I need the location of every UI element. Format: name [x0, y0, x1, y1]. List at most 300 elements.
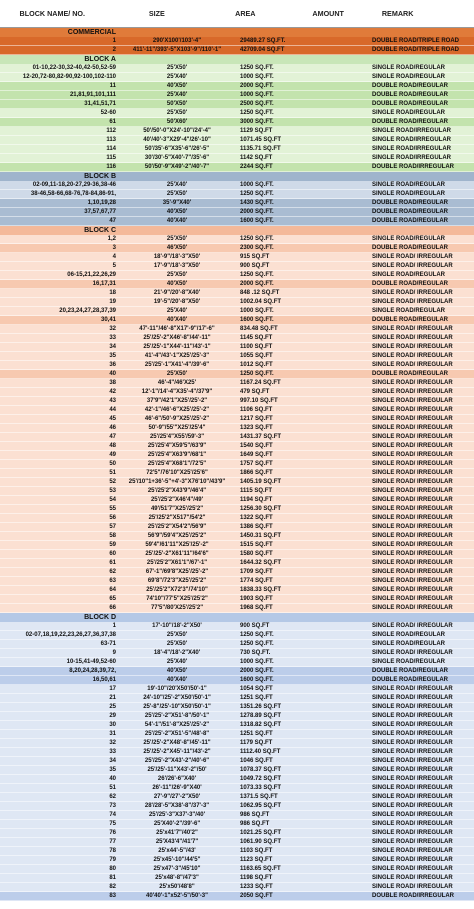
cell-block: 80: [109, 866, 116, 872]
cell-block: 45: [109, 416, 116, 422]
cell-area: 2000 SQ.FT.: [240, 668, 274, 674]
cell-amount: [312, 775, 370, 783]
cell-area: 1600 SQ.FT.: [240, 677, 274, 683]
cell-amount: [312, 163, 370, 171]
cell-block: 114: [106, 146, 116, 152]
table-row: [0, 478, 474, 487]
cell-block: 116: [106, 164, 116, 170]
cell-remark: DOUBLE ROAD/REGULAR: [372, 83, 448, 89]
cell-area: 1233 SQ.FT: [240, 884, 273, 890]
cell-size: 40'X50': [166, 281, 188, 287]
cell-remark: SINGLE ROAD/ IRREGULAR: [372, 857, 453, 863]
table-row: [0, 181, 474, 190]
cell-size: 46'X50': [166, 245, 188, 251]
table-row: [0, 271, 474, 280]
cell-remark: SINGLE ROAD/ IRREGULAR: [372, 506, 453, 512]
cell-area: 1386 SQ.FT: [240, 524, 273, 530]
cell-area: 1838.33 SQ.FT: [240, 587, 282, 593]
cell-remark: DOUBLE ROAD/IRREGULAR: [372, 164, 454, 170]
table-row: [0, 856, 474, 865]
cell-block: 40: [109, 371, 116, 377]
cell-remark: SINGLE ROAD/ IRREGULAR: [372, 524, 453, 530]
cell-remark: SINGLE ROAD/ IRREGULAR: [372, 839, 453, 845]
cell-size: 25'/25'2"X72'3"/74'10": [146, 587, 208, 593]
cell-block: 1: [112, 38, 116, 44]
cell-block: 50: [109, 461, 116, 467]
table-row: [0, 757, 474, 766]
table-row: [0, 667, 474, 676]
cell-amount: [312, 865, 370, 873]
table-row: [0, 361, 474, 370]
cell-block: 1: [112, 623, 116, 629]
cell-block: 34: [109, 344, 116, 350]
table-row: [0, 406, 474, 415]
cell-size: 18'-4"/18'-2"X40': [153, 650, 201, 656]
section-heading: [0, 172, 474, 181]
table-row: [0, 505, 474, 514]
cell-remark: SINGLE ROAD/ IRREGULAR: [372, 749, 453, 755]
cell-area: 900 SQ.FT: [240, 263, 270, 269]
cell-area: 1167.24 SQ.FT: [240, 380, 281, 386]
cell-remark: SINGLE ROAD/ IRREGULAR: [372, 335, 453, 341]
cell-size: 25'/25'-11"X43'-2"/50': [147, 767, 207, 773]
cell-amount: [312, 82, 370, 90]
cell-area: 1112.40 SQ.FT: [240, 749, 281, 755]
cell-size: 40'X50': [166, 83, 188, 89]
table-body: [0, 28, 474, 901]
cell-area: 1250 SQ.FT.: [240, 65, 274, 71]
cell-remark: DOUBLE ROAD/REGULAR: [372, 281, 448, 287]
cell-amount: [312, 424, 370, 432]
cell-area: 1644.32 SQ.FT: [240, 560, 282, 566]
cell-remark: DOUBLE ROAD/REGULAR: [372, 92, 448, 98]
table-row: [0, 253, 474, 262]
cell-amount: [312, 874, 370, 882]
table-row: [0, 874, 474, 883]
cell-remark: SINGLE ROAD/ IRREGULAR: [372, 731, 453, 737]
table-row: [0, 811, 474, 820]
cell-size: 25'/25'-2"X51'-5"/48'-8": [144, 731, 210, 737]
cell-size: 25'x50'/48'8": [159, 884, 195, 890]
cell-size: 25'X50': [166, 65, 188, 71]
table-row: [0, 514, 474, 523]
cell-block: 10-15,41-49,52-60: [66, 659, 116, 665]
cell-amount: [312, 811, 370, 819]
table-row: [0, 127, 474, 136]
cell-size: 25'/25'2"X61'1"/67'-1": [146, 560, 208, 566]
header-amount: AMOUNT: [312, 9, 344, 18]
table-row: [0, 595, 474, 604]
cell-block: 40: [109, 776, 116, 782]
table-row: [0, 883, 474, 892]
table-row: [0, 820, 474, 829]
cell-remark: SINGLE ROAD/REGULAR: [372, 641, 446, 647]
table-row: [0, 82, 474, 91]
cell-size: 40'X40': [166, 677, 188, 683]
cell-amount: [312, 757, 370, 765]
cell-remark: SINGLE ROAD/ IRREGULAR: [372, 434, 453, 440]
cell-block: 8,20,24,28,39,72,: [69, 668, 116, 674]
cell-remark: SINGLE ROAD/ IRREGULAR: [372, 452, 453, 458]
table-row: [0, 154, 474, 163]
table-row: [0, 415, 474, 424]
cell-block: 54: [109, 497, 116, 503]
cell-block: 38: [109, 380, 116, 386]
cell-amount: [312, 370, 370, 378]
cell-size: 25'X43'4"/41'7": [155, 839, 199, 845]
cell-area: 1000 SQ.FT.: [240, 74, 274, 80]
cell-size: 25'X50': [166, 272, 188, 278]
cell-size: 25'X50': [166, 191, 188, 197]
cell-remark: DOUBLE ROAD/TRIPLE ROAD: [372, 38, 459, 44]
cell-remark: SINGLE ROAD/ IRREGULAR: [372, 776, 453, 782]
cell-area: 1135.71 SQ.FT: [240, 146, 281, 152]
cell-remark: SINGLE ROAD/ IRREGULAR: [372, 515, 453, 521]
cell-amount: [312, 739, 370, 747]
cell-area: 42709.04 SQ.FT: [240, 47, 285, 53]
cell-block: 44: [109, 407, 116, 413]
cell-block: 46: [109, 425, 116, 431]
cell-area: 730 SQ.FT.: [240, 650, 271, 656]
table-row: [0, 469, 474, 478]
cell-amount: [312, 820, 370, 828]
cell-area: 1000 SQ.FT.: [240, 308, 274, 314]
cell-amount: [312, 397, 370, 405]
cell-area: 1198 SQ.FT: [240, 875, 273, 881]
cell-remark: SINGLE ROAD/ IRREGULAR: [372, 461, 453, 467]
cell-size: 25'/25'-2"X43'-2"/40'-6": [144, 758, 210, 764]
section-heading: [0, 226, 474, 235]
cell-block: 19: [109, 299, 116, 305]
cell-size: 25'/25'2"X54'2"/56'9": [147, 524, 207, 530]
cell-block: 81: [109, 875, 116, 881]
section-title: BLOCK D: [84, 614, 116, 621]
cell-block: 51: [109, 785, 116, 791]
table-row: [0, 280, 474, 289]
cell-size: 47'-11"/46'-8"X17'-9"/17'-6": [139, 326, 215, 332]
cell-area: 1142 SQ.FT: [240, 155, 273, 161]
cell-size: 25'/25'4"X68'1"/72'5": [147, 461, 207, 467]
cell-block: 61: [109, 560, 116, 566]
cell-block: 33: [109, 335, 116, 341]
cell-area: 1250 SQ.FT.: [240, 641, 274, 647]
cell-remark: SINGLE ROAD/ IRREGULAR: [372, 533, 453, 539]
cell-amount: [312, 379, 370, 387]
cell-remark: SINGLE ROAD/REGULAR: [372, 632, 446, 638]
cell-size: 17'-10"/18'-2"X50': [152, 623, 202, 629]
table-row: [0, 712, 474, 721]
cell-amount: [312, 451, 370, 459]
cell-size: 56'9"/59'4"X25'/25'2": [147, 533, 207, 539]
cell-remark: SINGLE ROAD/IRREGULAR: [372, 146, 452, 152]
cell-size: 27'-9"/27'-2"X50': [153, 794, 201, 800]
cell-remark: SINGLE ROAD/ IRREGULAR: [372, 263, 453, 269]
cell-remark: SINGLE ROAD/ IRREGULAR: [372, 722, 453, 728]
cell-amount: [312, 550, 370, 558]
cell-area: 900 SQ.FT: [240, 623, 270, 629]
cell-area: 1351.26 SQ.FT: [240, 704, 282, 710]
cell-remark: SINGLE ROAD/ IRREGULAR: [372, 803, 453, 809]
table-row: [0, 145, 474, 154]
cell-remark: SINGLE ROAD/REGULAR: [372, 191, 446, 197]
cell-area: 1251 SQ.FT: [240, 695, 273, 701]
cell-amount: [312, 676, 370, 684]
cell-size: 25'X50': [166, 641, 188, 647]
table-row: [0, 748, 474, 757]
cell-block: 59: [109, 542, 116, 548]
cell-area: 1251 SQ.FT: [240, 731, 273, 737]
cell-remark: SINGLE ROAD/ IRREGULAR: [372, 380, 453, 386]
cell-remark: SINGLE ROAD/ IRREGULAR: [372, 398, 453, 404]
cell-area: 1250 SQ.FT.: [240, 110, 274, 116]
cell-area: 1250 SQ.FT.: [240, 191, 274, 197]
table-row: [0, 163, 474, 172]
cell-block: 11: [109, 83, 116, 89]
cell-amount: [312, 235, 370, 243]
cell-remark: DOUBLE ROAD/REGULAR: [372, 200, 448, 206]
cell-block: 112: [106, 128, 116, 134]
cell-block: 3: [112, 245, 116, 251]
cell-amount: [312, 352, 370, 360]
cell-block: 30,41: [100, 317, 116, 323]
cell-size: 74'10"/77'5"X25'/25'2": [146, 596, 208, 602]
cell-amount: [312, 37, 370, 45]
cell-size: 54'-1"/51'-8"X25'/25'-2": [144, 722, 210, 728]
cell-remark: SINGLE ROAD/ IRREGULAR: [372, 407, 453, 413]
cell-amount: [312, 307, 370, 315]
cell-amount: [312, 460, 370, 468]
cell-remark: DOUBLE ROAD/REGULAR: [372, 101, 448, 107]
cell-area: 1515 SQ.FT: [240, 542, 273, 548]
cell-block: 79: [109, 857, 116, 863]
cell-amount: [312, 271, 370, 279]
cell-size: 25'/25'4"X55'/59'-3": [149, 434, 205, 440]
cell-remark: SINGLE ROAD/ IRREGULAR: [372, 488, 453, 494]
cell-block: 33: [109, 749, 116, 755]
table-row: [0, 838, 474, 847]
cell-size: 26'-11"/26'-9"X40': [152, 785, 202, 791]
cell-amount: [312, 856, 370, 864]
cell-amount: [312, 136, 370, 144]
cell-block: 47: [109, 434, 116, 440]
cell-amount: [312, 208, 370, 216]
cell-size: 40'X40': [166, 317, 188, 323]
cell-size: 25'/25'2"X517"/54'2": [148, 515, 206, 521]
cell-size: 59'4"/61'11"X25'/25'-2": [145, 542, 209, 548]
cell-size: 25'/25'2"X43'9"/46'4": [147, 488, 207, 494]
cell-size: 24'-10"/25'-2"X50'/50'-1": [143, 695, 211, 701]
cell-size: 26'/26'-6"X40': [157, 776, 197, 782]
cell-block: 02-09,11-18,20-27,29-36,38-46: [32, 182, 116, 188]
cell-block: 4: [112, 254, 116, 260]
cell-area: 1600 SQ.FT.: [240, 317, 274, 323]
cell-block: 51: [109, 470, 116, 476]
cell-block: 20,23,24,27,28,37,39: [59, 308, 116, 314]
header-remark: REMARK: [381, 9, 414, 18]
cell-amount: [312, 631, 370, 639]
cell-remark: SINGLE ROAD/ IRREGULAR: [372, 704, 453, 710]
cell-amount: [312, 847, 370, 855]
cell-amount: [312, 100, 370, 108]
section-heading: [0, 28, 474, 37]
cell-amount: [312, 685, 370, 693]
table-row: [0, 100, 474, 109]
cell-block: 76: [109, 830, 116, 836]
cell-remark: DOUBLE ROAD/TRIPLE ROAD: [372, 47, 459, 53]
table-row: [0, 568, 474, 577]
table-row: [0, 829, 474, 838]
cell-block: 31: [109, 731, 116, 737]
cell-block: 65: [109, 596, 116, 602]
cell-remark: DOUBLE ROAD/REGULAR: [372, 209, 448, 215]
cell-size: 25'/25'-2"X45'-11"/43'-2": [143, 749, 211, 755]
cell-area: 986 SQ.FT: [240, 821, 270, 827]
cell-area: 1049.72 SQ.FT: [240, 776, 282, 782]
table-row: [0, 586, 474, 595]
cell-amount: [312, 523, 370, 531]
cell-area: 986 SQ.FT: [240, 812, 270, 818]
cell-size: 28'/28'-5"X38'-8"/37'-3": [144, 803, 210, 809]
cell-block: 16,17,31: [92, 281, 116, 287]
section-heading: [0, 55, 474, 64]
table-row: [0, 199, 474, 208]
cell-area: 1903 SQ.FT: [240, 596, 273, 602]
cell-remark: SINGLE ROAD/ IRREGULAR: [372, 884, 453, 890]
cell-size: 411'-11"/393'-5"X103'-9"/110'-1": [132, 47, 222, 53]
cell-block: 17: [109, 686, 116, 692]
cell-size: 46'-6"/50'-9"X25'/25'-2": [144, 416, 210, 422]
cell-amount: [312, 703, 370, 711]
cell-remark: SINGLE ROAD/ IRREGULAR: [372, 254, 453, 260]
table-row: [0, 559, 474, 568]
cell-area: 1405.19 SQ.FT: [240, 479, 282, 485]
cell-remark: SINGLE ROAD/ IRREGULAR: [372, 821, 453, 827]
cell-amount: [312, 883, 370, 891]
cell-size: 40'X50': [166, 209, 188, 215]
cell-area: 1774 SQ.FT: [240, 578, 273, 584]
cell-amount: [312, 406, 370, 414]
cell-size: 25'x48'-8"/47'3": [155, 875, 199, 881]
cell-area: 3000 SQ.FT.: [240, 119, 274, 125]
cell-remark: SINGLE ROAD/ IRREGULAR: [372, 785, 453, 791]
table-row: [0, 622, 474, 631]
cell-remark: SINGLE ROAD/ IRREGULAR: [372, 362, 453, 368]
cell-block: 73: [109, 803, 116, 809]
cell-area: 1103 SQ.FT: [240, 848, 273, 854]
cell-block: 12-20,72-80,82-90,92-100,102-110: [22, 74, 116, 80]
cell-block: 35: [109, 767, 116, 773]
cell-amount: [312, 532, 370, 540]
cell-area: 1129 SQ.FT: [240, 128, 273, 134]
cell-amount: [312, 784, 370, 792]
cell-amount: [312, 667, 370, 675]
cell-remark: SINGLE ROAD/ IRREGULAR: [372, 758, 453, 764]
cell-block: 38-46,58-66,68-76,78-84,86-91,: [30, 191, 116, 197]
cell-amount: [312, 496, 370, 504]
cell-size: 50'/50'-9"X49'-2"/40'-7": [144, 164, 210, 170]
cell-area: 1278.89 SQ.FT: [240, 713, 282, 719]
cell-size: 25'/25'-3"X37'-3"/40': [148, 812, 206, 818]
table-row: [0, 631, 474, 640]
cell-area: 1002.04 SQ.FT: [240, 299, 282, 305]
cell-amount: [312, 109, 370, 117]
cell-block: 77: [109, 839, 116, 845]
table-row: [0, 739, 474, 748]
cell-remark: SINGLE ROAD/ IRREGULAR: [372, 551, 453, 557]
cell-block: 52-60: [100, 110, 116, 116]
table-row: [0, 289, 474, 298]
cell-size: 12'-1"/14'-4"X35'-4"/37'9": [141, 389, 213, 395]
cell-size: 25'X40': [166, 74, 188, 80]
cell-size: 25'/25'-2"X51'-8"/50'-1": [144, 713, 210, 719]
table-row: [0, 766, 474, 775]
cell-block: 47: [109, 218, 116, 224]
table-row: [0, 379, 474, 388]
cell-area: 1866 SQ.FT: [240, 470, 273, 476]
cell-size: 42'-1"/46'-6"X25'/25'-2": [144, 407, 210, 413]
cell-block: 35: [109, 353, 116, 359]
cell-remark: SINGLE ROAD/ IRREGULAR: [372, 866, 453, 872]
cell-area: 2050 SQ.FT: [240, 893, 273, 899]
section-title: COMMERCIAL: [67, 29, 116, 36]
header-size: SIZE: [148, 9, 165, 18]
cell-block: 2: [112, 47, 116, 53]
cell-remark: SINGLE ROAD/IRREGULAR: [372, 137, 452, 143]
cell-amount: [312, 46, 370, 54]
table-row: [0, 802, 474, 811]
cell-size: 40'X40': [166, 218, 188, 224]
table-row: [0, 784, 474, 793]
cell-size: 25'/10"1+36'-5"+4'-3"X76'10"/43'9": [128, 479, 226, 485]
cell-remark: SINGLE ROAD/ IRREGULAR: [372, 425, 453, 431]
cell-area: 1000 SQ.FT.: [240, 659, 274, 665]
table-row: [0, 532, 474, 541]
cell-area: 1540 SQ.FT: [240, 443, 273, 449]
cell-area: 1055 SQ.FT: [240, 353, 273, 359]
cell-area: 1115 SQ.FT: [240, 488, 273, 494]
cell-remark: SINGLE ROAD/ IRREGULAR: [372, 794, 453, 800]
cell-block: 36: [109, 362, 116, 368]
cell-amount: [312, 622, 370, 630]
cell-size: 25'X50': [166, 110, 188, 116]
cell-area: 1580 SQ.FT: [240, 551, 273, 557]
cell-area: 1318.82 SQ.FT: [240, 722, 282, 728]
cell-area: 1431.37 SQ.FT: [240, 434, 282, 440]
cell-size: 25'/25'-2"X61'11"/64'6": [145, 551, 209, 557]
cell-area: 2244 SQ.FT: [240, 164, 273, 170]
cell-remark: SINGLE ROAD/ IRREGULAR: [372, 596, 453, 602]
cell-remark: DOUBLE ROAD/REGULAR: [372, 218, 448, 224]
table-row: [0, 577, 474, 586]
cell-remark: SINGLE ROAD/ IRREGULAR: [372, 587, 453, 593]
cell-area: 1430 SQ.FT.: [240, 200, 274, 206]
cell-block: 75: [109, 821, 116, 827]
cell-amount: [312, 262, 370, 270]
cell-amount: [312, 91, 370, 99]
cell-amount: [312, 604, 370, 612]
cell-remark: DOUBLE ROAD/REGULAR: [372, 677, 448, 683]
cell-amount: [312, 658, 370, 666]
table-row: [0, 352, 474, 361]
cell-area: 1000 SQ.FT.: [240, 92, 274, 98]
cell-amount: [312, 892, 370, 900]
cell-area: 1012 SQ.FT: [240, 362, 273, 368]
table-row: [0, 262, 474, 271]
table-row: [0, 397, 474, 406]
cell-amount: [312, 73, 370, 81]
cell-area: 2500 SQ.FT.: [240, 101, 274, 107]
table-row: [0, 190, 474, 199]
